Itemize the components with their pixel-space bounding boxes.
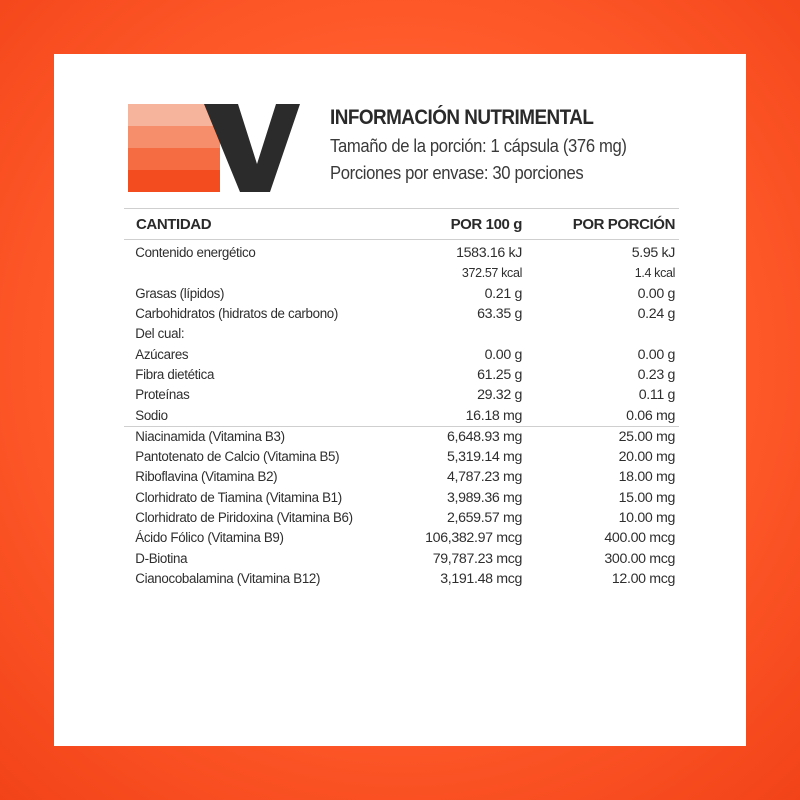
table-row [124,528,679,548]
table-row [124,447,679,467]
table-header [124,208,679,240]
row-name: Fibra dietética [135,366,215,383]
row-per-serving: 0.23 g [637,366,675,383]
row-per-serving: 5.95 kJ [631,245,675,262]
row-per-serving: 0.11 g [638,387,675,404]
row-per-serving: 0.00 g [637,346,675,363]
row-per-serving: 400.00 mcg [604,530,675,547]
row-per-serving: 15.00 mg [618,489,675,506]
table-row [124,263,679,283]
header-por-porcion: POR PORCIÓN [572,215,675,233]
row-per-serving: 0.06 mg [626,407,675,424]
row-name: Cianocobalamina (Vitamina B12) [135,570,321,587]
table-row [124,467,679,487]
table-row [124,569,679,589]
row-per-serving: 300.00 mcg [604,550,675,567]
header-cantidad: CANTIDAD [136,215,212,233]
label-title: INFORMACIÓN NUTRIMENTAL [330,106,594,129]
table-row [124,426,679,447]
row-per-serving: 20.00 mg [618,449,675,466]
row-per-100g: 1583.16 kJ [456,245,522,262]
table-row [124,488,679,508]
table-row [124,385,679,405]
table-row [124,548,679,568]
row-per-serving: 0.24 g [637,306,675,323]
row-per-serving: 0.00 g [637,285,675,302]
row-per-100g: 3,989.36 mg [446,489,522,506]
row-per-100g: 0.21 g [484,285,522,302]
row-per-serving: 12.00 mcg [611,570,675,587]
row-per-serving: 25.00 mg [618,428,675,445]
row-per-100g: 29.32 g [477,387,522,404]
row-per-serving: 1.4 kcal [634,266,675,281]
header-por-100g: POR 100 g [450,215,522,233]
row-name: Riboflavina (Vitamina B2) [135,469,278,486]
row-name: Clorhidrato de Piridoxina (Vitamina B6) [135,510,353,526]
table-row [124,304,679,324]
row-name: Clorhidrato de Tiamina (Vitamina B1) [135,489,342,506]
table-row [124,508,679,528]
row-per-100g: 63.35 g [477,306,522,323]
row-name: Ácido Fólico (Vitamina B9) [135,530,284,547]
row-name: Del cual: [135,326,185,343]
row-name: Pantotenato de Calcio (Vitamina B5) [135,449,340,466]
row-per-100g: 372.57 kcal [461,266,522,281]
brand-logo-icon [128,104,300,192]
row-name: Contenido energético [135,245,256,262]
row-per-100g: 2,659.57 mg [446,510,522,526]
row-per-100g: 0.00 g [484,346,522,363]
row-per-100g: 61.25 g [477,366,522,383]
row-name: Grasas (lípidos) [135,285,225,302]
row-per-serving: 18.00 mg [618,469,675,486]
table-row [124,243,679,263]
nutrition-table [124,208,679,589]
row-per-100g: 3,191.48 mcg [440,570,522,587]
row-per-100g: 6,648.93 mg [446,428,522,445]
nutrition-card [54,54,746,746]
row-name: Azúcares [135,346,189,363]
label-header [330,106,730,184]
row-per-100g: 106,382.97 mcg [425,530,522,547]
row-name: Sodio [135,407,168,424]
table-row [124,344,679,364]
row-name: Carbohidratos (hidratos de carbono) [135,306,339,323]
row-per-100g: 79,787.23 mcg [432,550,522,567]
table-row [124,405,679,425]
servings-per-container: Porciones por envase: 30 porciones [330,162,584,183]
row-name: Niacinamida (Vitamina B3) [135,428,285,445]
serving-size: Tamaño de la porción: 1 cápsula (376 mg) [330,135,627,156]
row-per-100g: 4,787.23 mg [446,469,522,486]
table-body [124,240,679,589]
row-per-100g: 16.18 mg [465,407,522,424]
row-per-100g: 5,319.14 mg [446,449,522,466]
row-name: D-Biotina [135,550,188,567]
row-name: Proteínas [135,387,190,404]
table-row [124,324,679,344]
table-row [124,365,679,385]
table-row [124,284,679,304]
row-per-serving: 10.00 mg [618,510,675,526]
